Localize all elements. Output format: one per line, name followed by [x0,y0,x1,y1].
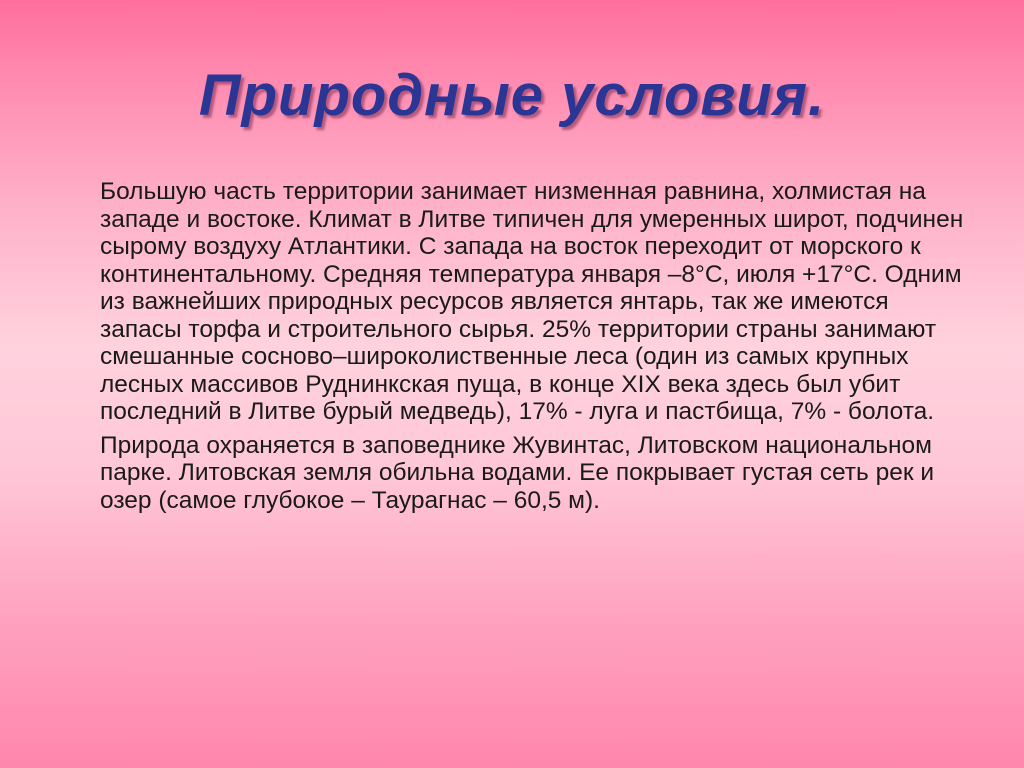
body-paragraph-1: Большую часть территории занимает низменная равнина, холмистая на западе и востоке. Климат в Литве типичен для умеренных широт, подчинен сырому воздуху Атлантики. С запада на восток переходит от морского к континентальному. Средняя температура января –8°С, июля +17°С. Одним из важнейших природных ресурсов является янтарь, так же имеются запасы торфа и строительного сырья. 25% территории страны занимают смешанные сосново–широколиственные леса (один из самых крупных лесных массивов Руднинкская пуща, в конце XIX века здесь был убит последний в Литве бурый медведь), 17% - луга и пастбища, 7% - болота. [100,178,964,425]
slide-title: Природные условия. [198,63,826,128]
body-paragraph-2: Природа охраняется в заповеднике Жувинтас, Литовском национальном парке. Литовская земля обильна водами. Ее покрывает густая сеть рек и озер (самое глубокое – Таурагнас – 60,5 м). [100,431,935,514]
slide-body [100,178,970,520]
